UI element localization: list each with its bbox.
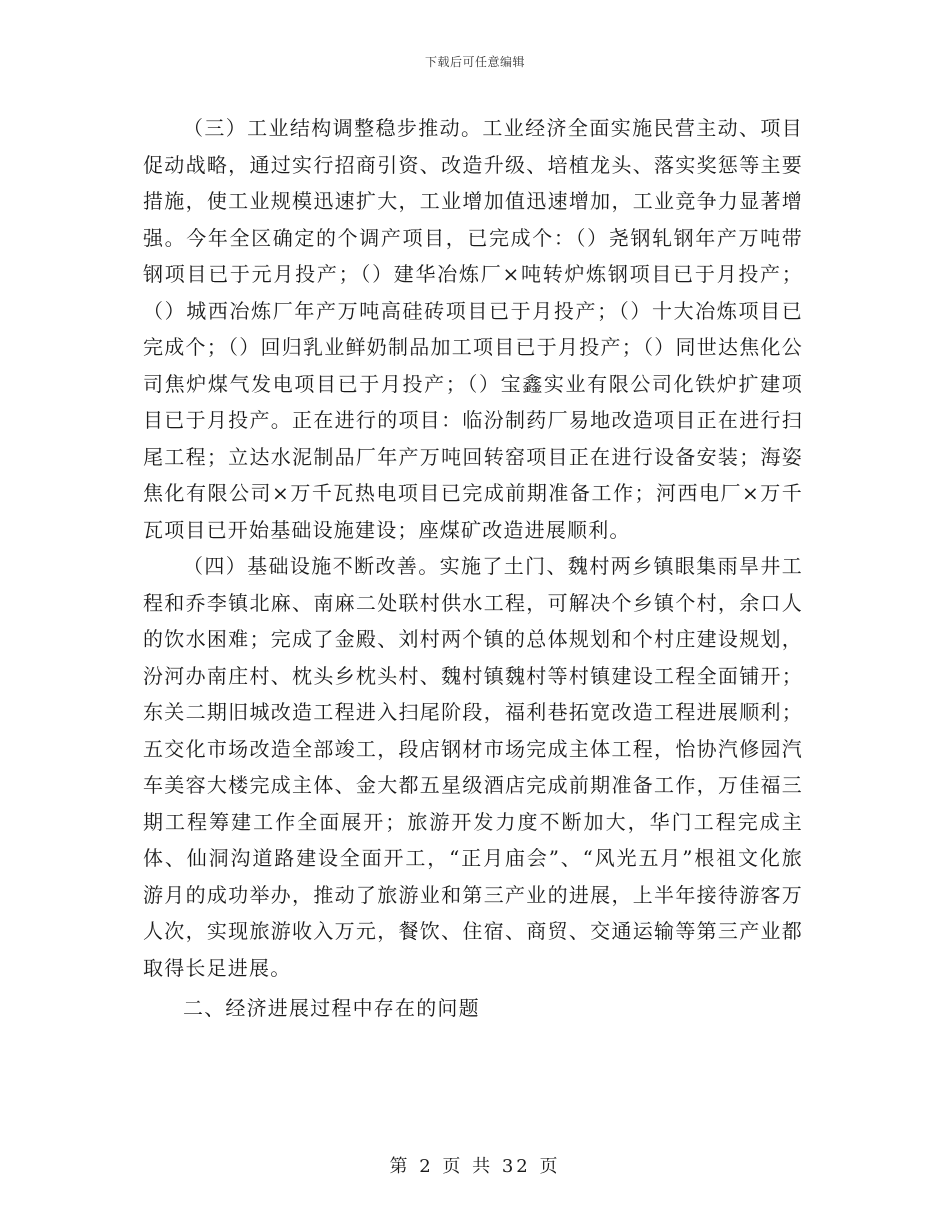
page-footer-number: 第 2 页 共 32 页: [389, 1156, 561, 1177]
section-heading-problems: 二、经济进展过程中存在的问题: [183, 996, 480, 1020]
page-header: 下载后可任意编辑: [424, 55, 525, 69]
document-body: [143, 110, 803, 1027]
paragraph-industry-structure: （三）工业结构调整稳步推动。工业经济全面实施民营主动、项目促动战略，通过实行招商引资、改造升级、培植龙头、落实奖惩等主要措施，使工业规模迅速扩大，工业增加值迅速增加，工业竞争力显著增强。今年全区确定的个调产项目，已完成个：（）尧钢轧钢年产万吨带钢项目已于元月投产；（）建华冶炼厂×吨转炉炼钢项目已于月投产；（）城西冶炼厂年产万吨高硅砖项目已于月投产；（）十大冶炼项目已完成个；（）回归乳业鲜奶制品加工项目已于月投产；（）同世达焦化公司焦炉煤气发电项目已于月投产；（）宝鑫实业有限公司化铁炉扩建项目已于月投产。正在进行的项目：临汾制药厂易地改造项目正在进行扫尾工程；立达水泥制品厂年产万吨回转窑项目正在进行设备安装；海姿焦化有限公司×万千瓦热电项目已完成前期准备工作；河西电厂×万千瓦项目已开始基础设施建设；座煤矿改造进展顺利。: [143, 116, 803, 542]
paragraph-infrastructure: （四）基础设施不断改善。实施了土门、魏村两乡镇眼集雨旱井工程和乔李镇北麻、南麻二处联村供水工程，可解决个乡镇个村，余口人的饮水困难；完成了金殿、刘村两个镇的总体规划和个村庄建设规划，汾河办南庄村、枕头乡枕头村、魏村镇魏村等村镇建设工程全面铺开；东关二期旧城改造工程进入扫尾阶段，福利巷拓宽改造工程进展顺利；五交化市场改造全部竣工，段店钢材市场完成主体工程，怡协汽修园汽车美容大楼完成主体、金大都五星级酒店完成前期准备工作，万佳福三期工程筹建工作全面展开；旅游开发力度不断加大，华门工程完成主体、仙洞沟道路建设全面开工，“正月庙会”、“风光五月”根祖文化旅游月的成功举办，推动了旅游业和第三产业的进展，上半年接待游客万人次，实现旅游收入万元，餐饮、住宿、商贸、交通运输等第三产业都取得长足进展。: [143, 554, 803, 980]
